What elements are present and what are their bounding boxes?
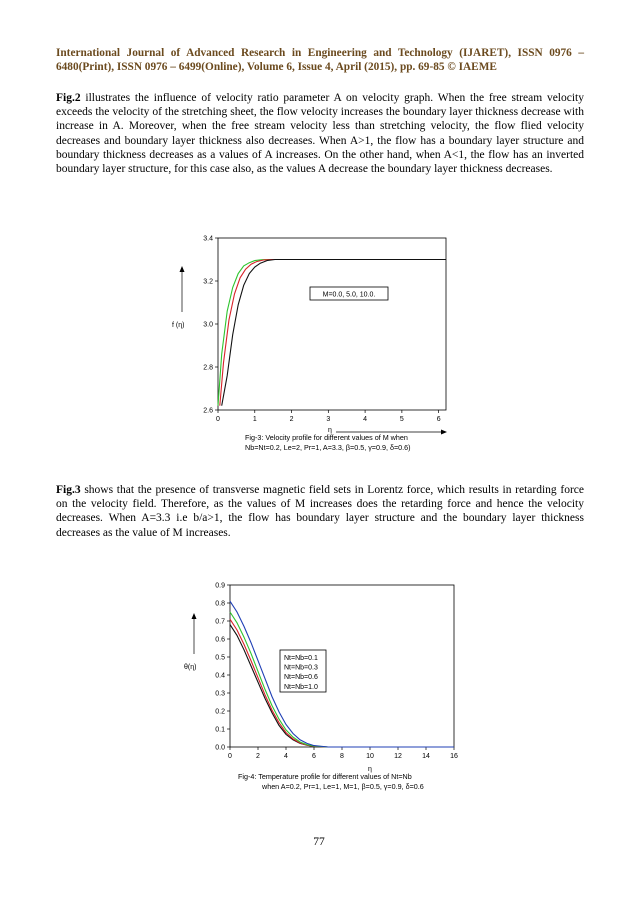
y-axis-arrowhead (192, 613, 197, 619)
series-line (220, 260, 446, 406)
x-tick-label: 2 (256, 753, 260, 760)
x-tick-label: 12 (394, 753, 402, 760)
y-tick-label: 0.1 (215, 726, 225, 734)
paragraph-fig3-text: shows that the presence of transverse magnetic field sets in Lorentz force, which results in retarding force on the velocity field. Therefore, as the values of M increases does the retarding force and hence the velocity decreases. When A=3.3 i.e b/a>1, the flow has boundary layer structure and the boundary layer thickness decreases as the value of M increases. (56, 484, 584, 539)
y-tick-label: 0.3 (215, 690, 225, 698)
journal-header: International Journal of Advanced Research in Engineering and Technology (IJARET), ISSN 0976 – 6480(Print), ISSN 0976 – 6499(Online), Volume 6, Issue 4, April (2015), pp. 69-85 © IAEME (56, 47, 584, 73)
legend-entry: Nt=Nb=0.3 (284, 664, 318, 672)
figure-caption-line-1: Fig-4: Temperature profile for different values of Nt=Nb (238, 772, 412, 781)
x-tick-label: 4 (363, 416, 368, 423)
x-axis-label: η (328, 427, 332, 434)
paragraph-fig2-text: illustrates the influence of velocity ratio parameter A on velocity graph. When the free stream velocity exceeds the velocity of the stretching sheet, the flow velocity increases the boundary layer thickness decrease with increase in A. Moreover, when the free stream velocity less than stretching velocity, the flow flied velocity decreases and boundary layer thickness also decreases. When A>1, the flow has a boundary layer structure and boundary thickness decreases as a values of A increases. On the other hand, when A<1, the flow has an inverted boundary layer structure, for this case also, as the values A decrease the boundary layer thickness decreases. (56, 92, 584, 176)
y-tick-label: 0.5 (215, 654, 225, 662)
series-line (230, 619, 454, 747)
x-tick-label: 4 (284, 753, 288, 760)
y-tick-label: 0.9 (215, 582, 225, 590)
figure-caption-line-1: Fig-3: Velocity profile for different values of M when (245, 433, 408, 442)
fig3-reference: Fig.3 (56, 484, 81, 496)
y-axis-label: f (η) (172, 322, 185, 329)
x-tick-label: 16 (450, 753, 458, 760)
y-tick-label: 3.0 (203, 321, 213, 329)
x-axis-arrowhead (441, 430, 447, 435)
figure-3 (0, 228, 638, 460)
x-tick-label: 8 (340, 753, 344, 760)
x-tick-label: 0 (216, 416, 220, 423)
series-line (222, 260, 446, 406)
fig2-reference: Fig.2 (56, 92, 81, 104)
x-tick-label: 6 (436, 416, 441, 423)
x-tick-label: 3 (326, 416, 331, 423)
plot-frame (230, 585, 454, 747)
paragraph-fig2 (56, 91, 584, 176)
series-line (218, 260, 446, 406)
legend-entry: Nt=Nb=0.1 (284, 655, 318, 662)
y-axis-label: θ(η) (184, 664, 197, 671)
x-axis-label: η (368, 766, 372, 773)
figure-3-chart (0, 228, 638, 460)
x-tick-label: 14 (422, 753, 430, 760)
x-tick-label: 0 (228, 753, 232, 760)
figure-4 (0, 576, 638, 796)
page-number: 77 (313, 836, 325, 848)
figure-caption-line-2: Nb=Nt=0.2, Le=2, Pr=1, A=3.3, β=0.5, γ=0.9, δ=0.6) (245, 443, 411, 452)
y-axis-arrowhead (180, 266, 185, 272)
series-line (230, 601, 454, 747)
y-tick-label: 0.6 (215, 636, 225, 644)
y-tick-label: 2.8 (203, 364, 213, 372)
y-tick-label: 0.7 (215, 618, 225, 626)
series-line (230, 612, 454, 747)
x-tick-label: 2 (289, 416, 294, 423)
x-tick-label: 1 (252, 416, 257, 423)
x-tick-label: 10 (366, 753, 374, 760)
paragraph-fig3 (56, 483, 584, 540)
y-tick-label: 0.0 (215, 744, 225, 752)
y-tick-label: 3.2 (203, 278, 213, 286)
y-tick-label: 3.4 (203, 235, 213, 243)
legend-entry: Nt=Nb=1.0 (284, 683, 318, 691)
y-tick-label: 0.8 (215, 600, 225, 608)
y-tick-label: 0.2 (215, 708, 225, 716)
legend-text: M=0.0, 5.0, 10.0. (322, 291, 376, 299)
x-tick-label: 6 (312, 753, 316, 760)
legend-entry: Nt=Nb=0.6 (284, 674, 318, 682)
y-tick-label: 2.6 (203, 407, 213, 415)
figure-4-chart (0, 576, 638, 796)
y-tick-label: 0.4 (215, 672, 225, 680)
figure-caption-line-2: when A=0.2, Pr=1, Le=1, M=1, β=0.5, γ=0.9, δ=0.6 (262, 782, 424, 791)
x-tick-label: 5 (399, 416, 404, 423)
